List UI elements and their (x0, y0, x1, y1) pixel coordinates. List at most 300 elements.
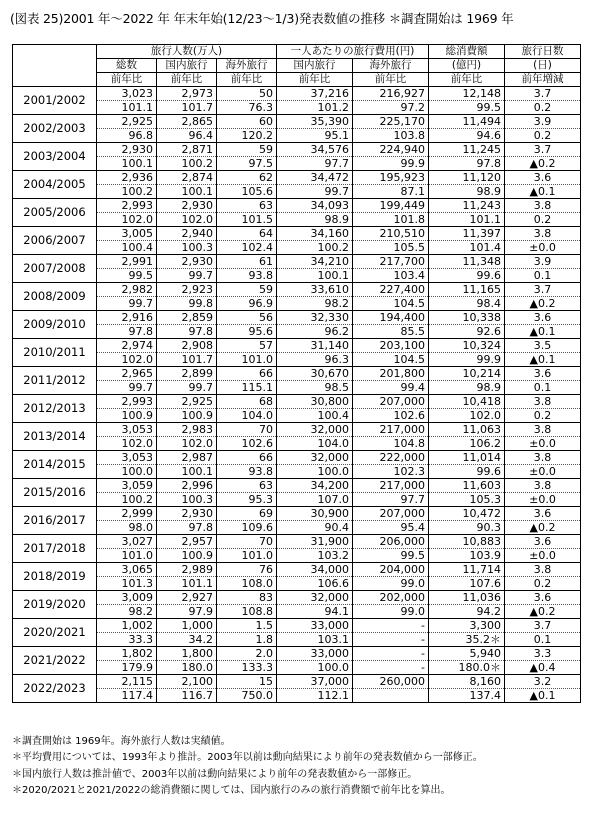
value-cost-overseas: 217,000 (353, 423, 429, 437)
value-cost-overseas: - (353, 619, 429, 633)
year-cell: 2019/2020 (13, 591, 97, 619)
table-row (13, 199, 581, 213)
header-travel-days: 旅行日数 (505, 45, 581, 59)
yoy-cost-domestic: 98.5 (277, 381, 353, 395)
yoy-travel-days: 0.1 (505, 633, 581, 647)
value-domestic: 2,940 (157, 227, 217, 241)
yoy-travel-days: 0.1 (505, 269, 581, 283)
table-row (13, 115, 581, 129)
table-row-yoy (13, 269, 581, 283)
value-domestic: 2,987 (157, 451, 217, 465)
value-cost-domestic: 31,900 (277, 535, 353, 549)
yoy-overseas: 109.6 (217, 521, 277, 535)
year-cell: 2005/2006 (13, 199, 97, 227)
value-cost-overseas: 207,000 (353, 507, 429, 521)
table-row-yoy (13, 605, 581, 619)
yoy-overseas: 96.9 (217, 297, 277, 311)
header-row-yoy (13, 73, 581, 87)
value-travel-days: 3.6 (505, 507, 581, 521)
value-domestic: 2,871 (157, 143, 217, 157)
yoy-cost-domestic: 104.0 (277, 437, 353, 451)
value-cost-domestic: 34,210 (277, 255, 353, 269)
year-cell: 2009/2010 (13, 311, 97, 339)
yoy-overseas: 95.6 (217, 325, 277, 339)
table-row-yoy (13, 577, 581, 591)
value-domestic: 2,859 (157, 311, 217, 325)
yoy-domestic: 100.1 (157, 185, 217, 199)
year-cell: 2020/2021 (13, 619, 97, 647)
yoy-cost-overseas: 104.5 (353, 297, 429, 311)
value-total: 2,115 (97, 675, 157, 689)
value-cost-overseas: 225,170 (353, 115, 429, 129)
value-total: 1,802 (97, 647, 157, 661)
header-corner (13, 45, 97, 87)
value-overseas: 63 (217, 199, 277, 213)
yoy-domestic: 100.3 (157, 493, 217, 507)
yoy-travel-days: 0.2 (505, 129, 581, 143)
yoy-total-spending: 101.4 (429, 241, 505, 255)
yoy-total: 102.0 (97, 353, 157, 367)
year-cell: 2013/2014 (13, 423, 97, 451)
table-row-yoy (13, 549, 581, 563)
year-cell: 2016/2017 (13, 507, 97, 535)
yoy-cost-domestic: 100.1 (277, 269, 353, 283)
yoy-travel-days: ±0.0 (505, 241, 581, 255)
value-travel-days: 3.9 (505, 115, 581, 129)
header-domestic: 国内旅行 (157, 59, 217, 73)
footnote-line: ＊2020/2021と2021/2022の総消費額に関しては、国内旅行のみの旅行消費額で前年比を算出。 (12, 785, 451, 797)
yoy-cost-domestic: 100.2 (277, 241, 353, 255)
yoy-total-spending: 99.6 (429, 269, 505, 283)
header-yoy: 前年比 (429, 73, 505, 87)
value-total-spending: 11,120 (429, 171, 505, 185)
value-cost-domestic: 34,093 (277, 199, 353, 213)
yoy-overseas: 101.0 (217, 353, 277, 367)
value-total: 3,053 (97, 451, 157, 465)
value-total-spending: 3,300 (429, 619, 505, 633)
value-cost-domestic: 30,670 (277, 367, 353, 381)
yoy-total: 102.0 (97, 213, 157, 227)
value-total: 2,993 (97, 395, 157, 409)
yoy-total: 100.2 (97, 185, 157, 199)
page-title: (図表 25)2001 年～2022 年 年末年始(12/23～1/3)発表数値の推移 ＊調査開始は 1969 年 (10, 11, 514, 26)
yoy-cost-domestic: 100.0 (277, 661, 353, 675)
table-row-yoy (13, 157, 581, 171)
yoy-cost-domestic: 98.2 (277, 297, 353, 311)
yoy-overseas: 115.1 (217, 381, 277, 395)
table-row (13, 367, 581, 381)
yoy-total: 97.8 (97, 325, 157, 339)
yoy-cost-overseas: 99.9 (353, 157, 429, 171)
value-overseas: 64 (217, 227, 277, 241)
value-total-spending: 10,338 (429, 311, 505, 325)
yoy-travel-days: ▲0.2 (505, 157, 581, 171)
yoy-total-spending: 99.6 (429, 465, 505, 479)
value-cost-overseas: 210,510 (353, 227, 429, 241)
header-spending-unit: (億円) (429, 59, 505, 73)
yoy-total-spending: 180.0＊ (429, 661, 505, 675)
yoy-domestic: 101.1 (157, 577, 217, 591)
year-cell: 2001/2002 (13, 87, 97, 115)
yoy-total: 99.7 (97, 381, 157, 395)
value-cost-domestic: 33,000 (277, 647, 353, 661)
value-overseas: 63 (217, 479, 277, 493)
yoy-domestic: 34.2 (157, 633, 217, 647)
table-row-yoy (13, 213, 581, 227)
value-total-spending: 11,397 (429, 227, 505, 241)
year-cell: 2017/2018 (13, 535, 97, 563)
header-total-spending: 総消費額 (429, 45, 505, 59)
value-domestic: 2,989 (157, 563, 217, 577)
yoy-travel-days: 0.1 (505, 381, 581, 395)
yoy-cost-domestic: 112.1 (277, 689, 353, 703)
value-travel-days: 3.2 (505, 675, 581, 689)
value-travel-days: 3.8 (505, 451, 581, 465)
value-travel-days: 3.8 (505, 227, 581, 241)
value-total: 2,993 (97, 199, 157, 213)
yoy-total: 96.8 (97, 129, 157, 143)
yoy-total: 98.0 (97, 521, 157, 535)
value-travel-days: 3.8 (505, 199, 581, 213)
yoy-cost-domestic: 101.2 (277, 101, 353, 115)
value-total: 3,005 (97, 227, 157, 241)
yoy-total-spending: 137.4 (429, 689, 505, 703)
value-travel-days: 3.6 (505, 535, 581, 549)
yoy-total: 100.4 (97, 241, 157, 255)
yoy-total: 100.1 (97, 157, 157, 171)
value-domestic: 2,930 (157, 199, 217, 213)
yoy-total-spending: 105.3 (429, 493, 505, 507)
value-total: 2,982 (97, 283, 157, 297)
value-total-spending: 8,160 (429, 675, 505, 689)
table-row (13, 675, 581, 689)
yoy-cost-domestic: 99.7 (277, 185, 353, 199)
value-cost-domestic: 34,472 (277, 171, 353, 185)
yoy-cost-overseas: 99.5 (353, 549, 429, 563)
value-cost-overseas: 224,940 (353, 143, 429, 157)
table-row-yoy (13, 381, 581, 395)
yoy-travel-days: ▲0.1 (505, 353, 581, 367)
yoy-overseas: 108.8 (217, 605, 277, 619)
value-total: 3,059 (97, 479, 157, 493)
table-row (13, 479, 581, 493)
yoy-cost-domestic: 96.3 (277, 353, 353, 367)
header-days-unit: (日) (505, 59, 581, 73)
value-total: 3,023 (97, 87, 157, 101)
value-total-spending: 5,940 (429, 647, 505, 661)
yoy-cost-overseas: 87.1 (353, 185, 429, 199)
value-total-spending: 10,214 (429, 367, 505, 381)
yoy-cost-overseas: 103.8 (353, 129, 429, 143)
value-total: 3,027 (97, 535, 157, 549)
header-yoy: 前年比 (97, 73, 157, 87)
yoy-domestic: 97.8 (157, 325, 217, 339)
yoy-domestic: 99.7 (157, 381, 217, 395)
yoy-overseas: 76.3 (217, 101, 277, 115)
value-total-spending: 11,494 (429, 115, 505, 129)
table-row (13, 647, 581, 661)
yoy-overseas: 101.0 (217, 549, 277, 563)
yoy-cost-overseas: 99.4 (353, 381, 429, 395)
value-total-spending: 10,472 (429, 507, 505, 521)
value-cost-overseas: 194,400 (353, 311, 429, 325)
header-cost-domestic: 国内旅行 (277, 59, 353, 73)
header-overseas: 海外旅行 (217, 59, 277, 73)
yoy-cost-overseas: 99.0 (353, 605, 429, 619)
value-cost-domestic: 32,000 (277, 451, 353, 465)
value-total: 3,053 (97, 423, 157, 437)
yoy-cost-overseas: 103.4 (353, 269, 429, 283)
yoy-overseas: 95.3 (217, 493, 277, 507)
yoy-travel-days: ±0.0 (505, 437, 581, 451)
table-row-yoy (13, 437, 581, 451)
value-cost-domestic: 32,000 (277, 423, 353, 437)
yoy-domestic: 97.8 (157, 521, 217, 535)
value-total: 2,999 (97, 507, 157, 521)
yoy-domestic: 100.3 (157, 241, 217, 255)
value-travel-days: 3.9 (505, 255, 581, 269)
yoy-cost-overseas: 104.5 (353, 353, 429, 367)
footnote-line: ＊平均費用については、1993年より推計。2003年以前は動向結果により前年の発表数値から一部修正。 (12, 752, 483, 764)
value-cost-domestic: 37,000 (277, 675, 353, 689)
yoy-travel-days: 0.2 (505, 213, 581, 227)
header-cost-overseas: 海外旅行 (353, 59, 429, 73)
value-overseas: 70 (217, 535, 277, 549)
header-row-columns (13, 59, 581, 73)
value-overseas: 70 (217, 423, 277, 437)
yoy-total-spending: 98.4 (429, 297, 505, 311)
yoy-cost-domestic: 90.4 (277, 521, 353, 535)
table-row-yoy (13, 465, 581, 479)
table-row-yoy (13, 101, 581, 115)
value-travel-days: 3.6 (505, 171, 581, 185)
value-total: 1,002 (97, 619, 157, 633)
value-travel-days: 3.7 (505, 87, 581, 101)
yoy-cost-domestic: 100.4 (277, 409, 353, 423)
table-row (13, 87, 581, 101)
yoy-total: 98.2 (97, 605, 157, 619)
value-cost-overseas: 227,400 (353, 283, 429, 297)
year-cell: 2007/2008 (13, 255, 97, 283)
yoy-total: 33.3 (97, 633, 157, 647)
yoy-travel-days: ▲0.2 (505, 521, 581, 535)
table-row (13, 395, 581, 409)
value-overseas: 83 (217, 591, 277, 605)
yoy-cost-overseas: 104.8 (353, 437, 429, 451)
year-cell: 2002/2003 (13, 115, 97, 143)
yoy-domestic: 100.2 (157, 157, 217, 171)
yoy-total-spending: 103.9 (429, 549, 505, 563)
value-cost-overseas: 195,923 (353, 171, 429, 185)
table-row (13, 171, 581, 185)
value-travel-days: 3.7 (505, 619, 581, 633)
value-overseas: 66 (217, 451, 277, 465)
yoy-overseas: 1.8 (217, 633, 277, 647)
yoy-travel-days: ±0.0 (505, 465, 581, 479)
value-overseas: 66 (217, 367, 277, 381)
value-travel-days: 3.8 (505, 423, 581, 437)
yoy-cost-overseas: 102.6 (353, 409, 429, 423)
value-cost-domestic: 34,576 (277, 143, 353, 157)
value-overseas: 50 (217, 87, 277, 101)
value-cost-overseas: 260,000 (353, 675, 429, 689)
value-domestic: 2,957 (157, 535, 217, 549)
yoy-overseas: 104.0 (217, 409, 277, 423)
yoy-total-spending: 98.9 (429, 381, 505, 395)
year-cell: 2014/2015 (13, 451, 97, 479)
yoy-overseas: 102.6 (217, 437, 277, 451)
value-domestic: 2,927 (157, 591, 217, 605)
value-domestic: 2,983 (157, 423, 217, 437)
yoy-overseas: 750.0 (217, 689, 277, 703)
yoy-total: 99.5 (97, 269, 157, 283)
yoy-total-spending: 102.0 (429, 409, 505, 423)
yoy-cost-domestic: 94.1 (277, 605, 353, 619)
value-travel-days: 3.7 (505, 143, 581, 157)
value-cost-domestic: 31,140 (277, 339, 353, 353)
yoy-total: 100.2 (97, 493, 157, 507)
yoy-total-spending: 99.5 (429, 101, 505, 115)
value-domestic: 2,930 (157, 507, 217, 521)
value-total-spending: 11,245 (429, 143, 505, 157)
yoy-domestic: 99.8 (157, 297, 217, 311)
value-cost-domestic: 32,330 (277, 311, 353, 325)
value-travel-days: 3.8 (505, 563, 581, 577)
value-cost-overseas: 199,449 (353, 199, 429, 213)
value-domestic: 2,996 (157, 479, 217, 493)
value-overseas: 61 (217, 255, 277, 269)
yoy-cost-overseas: 102.3 (353, 465, 429, 479)
value-overseas: 59 (217, 283, 277, 297)
value-domestic: 1,000 (157, 619, 217, 633)
value-overseas: 2.0 (217, 647, 277, 661)
yoy-travel-days: 0.2 (505, 409, 581, 423)
value-total-spending: 11,036 (429, 591, 505, 605)
yoy-overseas: 102.4 (217, 241, 277, 255)
yoy-total-spending: 94.6 (429, 129, 505, 143)
year-cell: 2012/2013 (13, 395, 97, 423)
header-yoy: 前年比 (217, 73, 277, 87)
value-cost-overseas: 206,000 (353, 535, 429, 549)
yoy-travel-days: ±0.0 (505, 549, 581, 563)
value-overseas: 1.5 (217, 619, 277, 633)
value-cost-domestic: 30,900 (277, 507, 353, 521)
value-overseas: 57 (217, 339, 277, 353)
table-row-yoy (13, 185, 581, 199)
value-cost-overseas: 207,000 (353, 395, 429, 409)
yoy-domestic: 100.1 (157, 465, 217, 479)
year-cell: 2022/2023 (13, 675, 97, 703)
yoy-overseas: 93.8 (217, 269, 277, 283)
yoy-total: 101.1 (97, 101, 157, 115)
value-total: 3,065 (97, 563, 157, 577)
table-row-yoy (13, 409, 581, 423)
table-row-yoy (13, 297, 581, 311)
value-cost-domestic: 34,000 (277, 563, 353, 577)
yoy-overseas: 97.5 (217, 157, 277, 171)
value-travel-days: 3.8 (505, 395, 581, 409)
value-total: 2,925 (97, 115, 157, 129)
yoy-domestic: 99.7 (157, 269, 217, 283)
yoy-domestic: 102.0 (157, 213, 217, 227)
header-yoy: 前年比 (353, 73, 429, 87)
year-cell: 2021/2022 (13, 647, 97, 675)
yoy-domestic: 116.7 (157, 689, 217, 703)
header-yoy-change: 前年増減 (505, 73, 581, 87)
table-row (13, 311, 581, 325)
value-total-spending: 11,714 (429, 563, 505, 577)
value-travel-days: 3.7 (505, 283, 581, 297)
yoy-cost-overseas: - (353, 661, 429, 675)
table-row (13, 227, 581, 241)
yoy-domestic: 100.9 (157, 549, 217, 563)
value-travel-days: 3.6 (505, 591, 581, 605)
value-cost-overseas: 204,000 (353, 563, 429, 577)
yoy-total-spending: 92.6 (429, 325, 505, 339)
yoy-total: 101.3 (97, 577, 157, 591)
year-cell: 2010/2011 (13, 339, 97, 367)
yoy-travel-days: ▲0.2 (505, 297, 581, 311)
yoy-cost-domestic: 107.0 (277, 493, 353, 507)
yoy-total: 99.7 (97, 297, 157, 311)
table-row-yoy (13, 325, 581, 339)
table-row-yoy (13, 661, 581, 675)
value-domestic: 2,100 (157, 675, 217, 689)
yoy-domestic: 180.0 (157, 661, 217, 675)
yoy-travel-days: 0.2 (505, 101, 581, 115)
yoy-total-spending: 35.2＊ (429, 633, 505, 647)
header-travelers: 旅行人数(万人) (97, 45, 277, 59)
value-total-spending: 10,418 (429, 395, 505, 409)
value-total-spending: 12,148 (429, 87, 505, 101)
value-total: 2,936 (97, 171, 157, 185)
value-travel-days: 3.3 (505, 647, 581, 661)
header-cost-per-person: 一人あたりの旅行費用(円) (277, 45, 429, 59)
year-cell: 2015/2016 (13, 479, 97, 507)
yoy-travel-days: ▲0.1 (505, 325, 581, 339)
yoy-total-spending: 90.3 (429, 521, 505, 535)
yoy-total: 101.0 (97, 549, 157, 563)
value-total: 2,991 (97, 255, 157, 269)
value-domestic: 2,930 (157, 255, 217, 269)
value-cost-overseas: 216,927 (353, 87, 429, 101)
header-row-groups (13, 45, 581, 59)
value-travel-days: 3.6 (505, 311, 581, 325)
yoy-total: 117.4 (97, 689, 157, 703)
year-cell: 2004/2005 (13, 171, 97, 199)
yoy-total-spending: 107.6 (429, 577, 505, 591)
table-row-yoy (13, 129, 581, 143)
footnote-line: ＊調査開始は 1969年。海外旅行人数は実績値。 (12, 736, 231, 747)
value-cost-domestic: 30,800 (277, 395, 353, 409)
table-row (13, 143, 581, 157)
table-row (13, 423, 581, 437)
yoy-cost-overseas: 97.2 (353, 101, 429, 115)
table-row-yoy (13, 353, 581, 367)
yoy-cost-overseas: 99.0 (353, 577, 429, 591)
value-cost-domestic: 34,160 (277, 227, 353, 241)
header-total: 総数 (97, 59, 157, 73)
yoy-domestic: 96.4 (157, 129, 217, 143)
year-cell: 2003/2004 (13, 143, 97, 171)
yoy-cost-overseas: - (353, 633, 429, 647)
value-overseas: 60 (217, 115, 277, 129)
value-travel-days: 3.5 (505, 339, 581, 353)
yoy-overseas: 108.0 (217, 577, 277, 591)
table-row-yoy (13, 493, 581, 507)
table-row (13, 339, 581, 353)
yoy-overseas: 120.2 (217, 129, 277, 143)
